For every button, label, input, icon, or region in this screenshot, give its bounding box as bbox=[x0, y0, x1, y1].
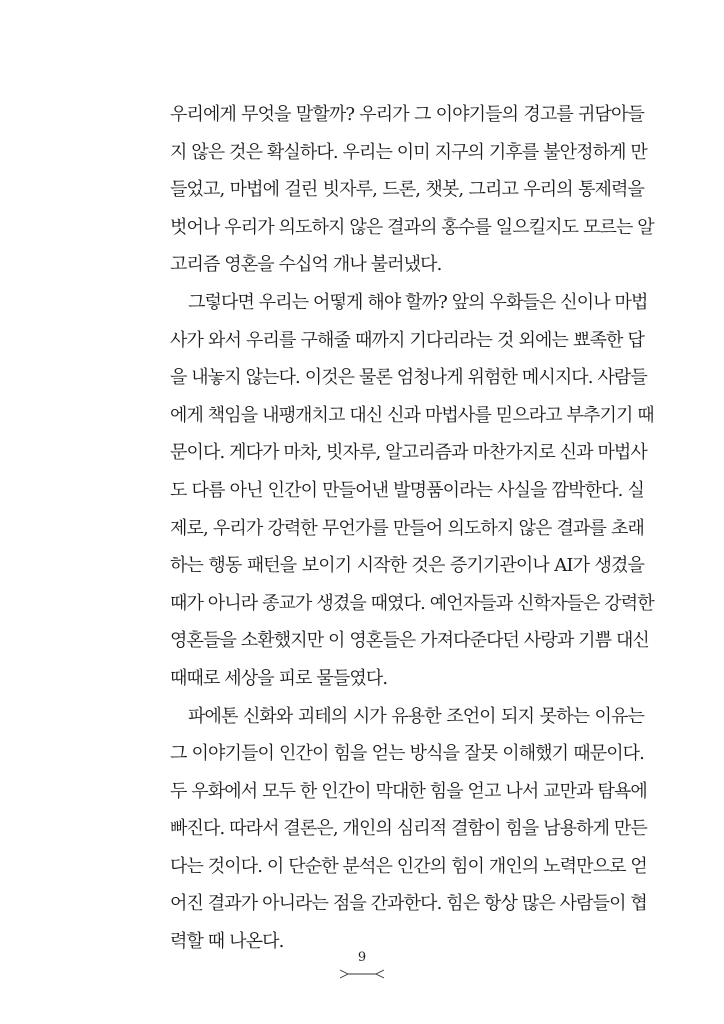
text-line: 고리즘 영혼을 수십억 개나 불러냈다. bbox=[170, 254, 442, 276]
text-line: 하는 행동 패턴을 보이기 시작한 것은 증기기관이나 AI가 생겼을 bbox=[170, 555, 644, 577]
text-line: 때가 아니라 종교가 생겼을 때였다. 예언자들과 신학자들은 강력한 bbox=[170, 592, 654, 614]
paragraph-2 bbox=[170, 284, 654, 698]
text-line: 지 않은 것은 확실하다. 우리는 이미 지구의 기후를 불안정하게 만 bbox=[170, 141, 647, 163]
text-line: 도 다름 아닌 인간이 만들어낸 발명품이라는 사실을 깜박한다. 실 bbox=[170, 479, 644, 501]
text-line: 빠진다. 따라서 결론은, 개인의 심리적 결함이 힘을 남용하게 만든 bbox=[170, 818, 647, 840]
page-number: 9 bbox=[357, 950, 367, 965]
text-line: 어진 결과가 아니라는 점을 간과한다. 힘은 항상 많은 사람들이 협 bbox=[170, 893, 647, 915]
paragraph-3 bbox=[170, 698, 647, 961]
text-line: 력할 때 나온다. bbox=[170, 931, 284, 953]
page-footer bbox=[0, 950, 724, 980]
text-line: 그렇다면 우리는 어떻게 해야 할까? 앞의 우화들은 신이나 마법 bbox=[188, 291, 648, 313]
paragraph-1 bbox=[170, 96, 654, 284]
text-line: 벗어나 우리가 의도하지 않은 결과의 홍수를 일으킬지도 모르는 알 bbox=[170, 216, 654, 238]
text-line: 우리에게 무엇을 말할까? 우리가 그 이야기들의 경고를 귀담아들 bbox=[170, 104, 644, 125]
text-line: 들었고, 마법에 걸린 빗자루, 드론, 챗봇, 그리고 우리의 통제력을 bbox=[170, 179, 644, 201]
text-line: 때때로 세상을 피로 물들였다. bbox=[170, 667, 388, 689]
text-line: 다는 것이다. 이 단순한 분석은 인간의 힘이 개인의 노력만으로 얻 bbox=[170, 855, 647, 877]
text-line: 에게 책임을 내팽개치고 대신 신과 마법사를 믿으라고 부추기기 때 bbox=[170, 404, 654, 426]
body-text bbox=[170, 96, 654, 961]
text-line: 파에톤 신화와 괴테의 시가 유용한 조언이 되지 못하는 이유는 bbox=[188, 705, 644, 727]
page-number-ornament-icon bbox=[338, 968, 386, 980]
text-line: 그 이야기들이 인간이 힘을 얻는 방식을 잘못 이해했기 때문이다. bbox=[170, 743, 644, 765]
text-line: 두 우화에서 모두 한 인간이 막대한 힘을 얻고 나서 교만과 탐욕에 bbox=[170, 780, 647, 802]
text-line: 을 내놓지 않는다. 이것은 물론 엄청나게 위험한 메시지다. 사람들 bbox=[170, 367, 647, 389]
text-line: 사가 와서 우리를 구해줄 때까지 기다리라는 것 외에는 뾰족한 답 bbox=[170, 329, 644, 351]
text-line: 제로, 우리가 강력한 무언가를 만들어 의도하지 않은 결과를 초래 bbox=[170, 517, 644, 539]
text-line: 영혼들을 소환했지만 이 영혼들은 가져다준다던 사랑과 기쁨 대신 bbox=[170, 630, 649, 652]
text-line: 문이다. 게다가 마차, 빗자루, 알고리즘과 마찬가지로 신과 마법사 bbox=[170, 442, 647, 464]
